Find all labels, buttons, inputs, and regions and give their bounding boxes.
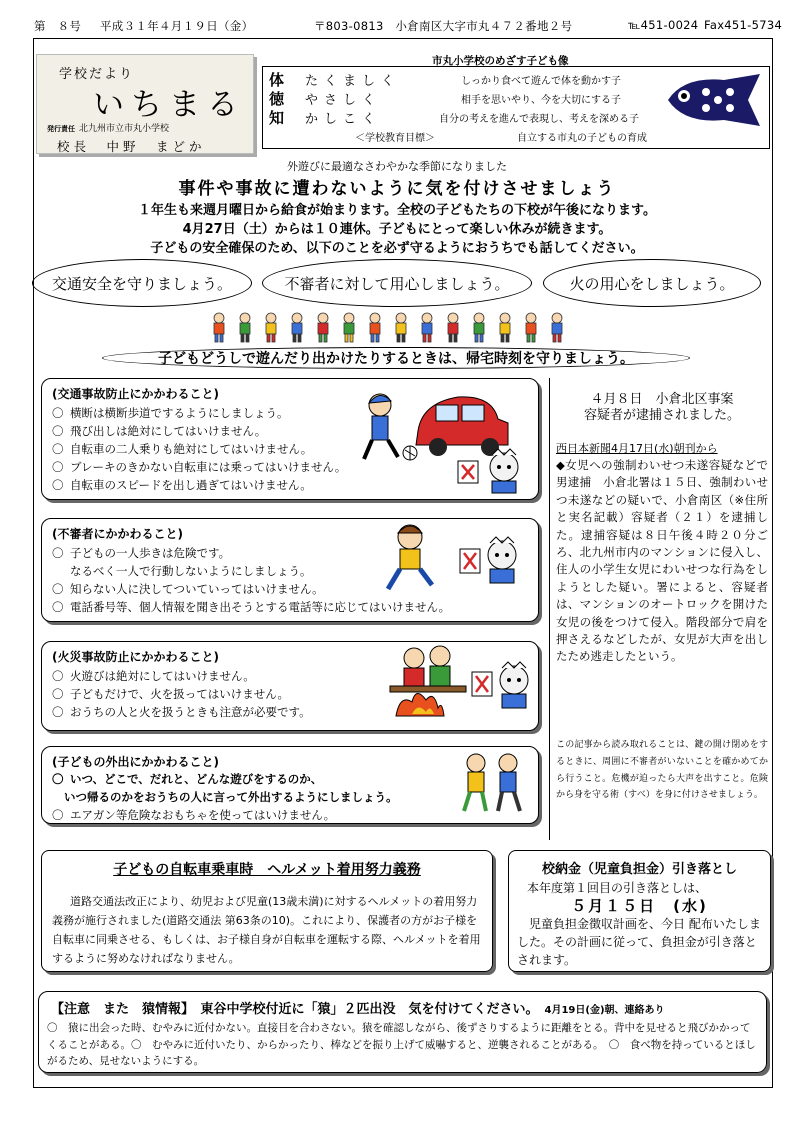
list-item: 〇 知らない人に決してついていってはいけません。 <box>52 582 324 596</box>
issuer-prefix: 発行責任 <box>47 125 75 133</box>
campfire-illustration <box>360 642 534 722</box>
fire-safety-title: (火災事故防止にかかわること) <box>52 650 219 664</box>
goal-desc: しっかり食べて遊んで体を動かす子 <box>461 76 621 87</box>
list-item: なるべく一人で行動しないようにしましょう。 <box>70 564 312 578</box>
list-item: 〇 電話番号等、個人情報を聞き出そうとする電話等に応じてはいけません。 <box>52 600 451 614</box>
news-headline: 容疑者が逮捕されました。 <box>583 408 740 423</box>
list-item: 〇 自転車の二人乗りも絶対にしてはいけません。 <box>52 442 313 456</box>
list-item: 〇 おうちの人と火を扱うときも注意が必要です。 <box>52 705 311 719</box>
school-fee-box <box>508 850 771 972</box>
slogan-stranger: 不審者に対して用心しましょう。 <box>262 259 532 307</box>
column-divider <box>549 378 550 840</box>
goal-kanji: 徳 <box>269 90 285 108</box>
fire-safety-box <box>41 641 539 731</box>
masthead-issuer <box>47 121 169 134</box>
goals-footer-right: 自立する市丸の子どもの育成 <box>517 133 647 144</box>
goal-desc: 自分の考えを進んで表現し、考えを深める子 <box>439 114 639 125</box>
running-child-illustration <box>380 519 530 597</box>
goals-footer <box>355 129 647 144</box>
news-headline: ４月８日 小倉北区事案 <box>590 392 734 407</box>
goals-title: 市丸小学校のめざす子ども像 <box>432 55 569 67</box>
list-item: いつ帰るのかをおうちの人に言って外出するようにしましょう。 <box>64 790 398 804</box>
list-item: 〇 ブレーキのきかない自転車には乗ってはいけません。 <box>52 460 347 474</box>
list-item: 〇 子どもだけで、火を扱ってはいけません。 <box>52 687 289 701</box>
list-item: 〇 エアガン等危険なおもちゃを使ってはいけません。 <box>52 808 336 822</box>
monkey-alert-date: 4月19日(金)朝、連絡あり <box>544 1005 665 1016</box>
school-fee-intro: 本年度第１回目の引き落としは、 <box>527 881 708 895</box>
masthead-label: 学校だより <box>59 67 135 82</box>
school-fee-body: 児童負担金徴収計画を、今日 配布いたしました。その計画に従って、負担金が引き落とされます。 <box>517 917 761 967</box>
outing-safety-title: (子どもの外出にかかわること) <box>52 755 219 769</box>
stranger-safety-box <box>41 518 539 622</box>
monkey-alert-body: 〇 猿に出会った時、むやみに近付かない。直接目を合わさない。猿を確認しながら、後ずさりするように距離をとる。背中を見せると飛びかかってくることがある。〇 むやみに近付いたり、からかったり、棒などを振り上げて威嚇すると、逆襲されることがある。 〇 食べ物を持っているとほしがるため、見せないようにする。 <box>47 1022 756 1067</box>
goal-word: やさしく <box>305 93 382 108</box>
children-walking-illustration <box>454 749 534 821</box>
issue-number: 第 ８号 <box>34 19 82 33</box>
helmet-notice-title: 子どもの自転車乗車時 ヘルメット着用努力義務 <box>113 862 421 878</box>
headline-sub: 外遊びに最適なさわやかな季節になりました <box>287 160 507 173</box>
monkey-alert-title: 【注意 また 猿情報】 東谷中学校付近に「猿」２匹出没 気を付けてください。 4月19日(金)朝、連絡あり <box>51 1002 665 1017</box>
goal-word: たくましく <box>305 74 401 89</box>
news-source: 西日本新聞4月17日(水)朝刊から <box>556 442 718 455</box>
children-row-illustration <box>205 311 585 345</box>
slogan-fire: 火の用心をしましょう。 <box>543 259 761 307</box>
goal-desc: 相手を思いやり、今を大切にする子 <box>461 95 621 106</box>
headline-line: １年生も来週月曜日から給食が始まります。全校の子どもたちの下校が午後になります。 <box>138 203 656 218</box>
car-accident-illustration <box>358 383 534 495</box>
issue-date: 平成３１年４月１９日（金） <box>100 19 254 33</box>
masthead-title: いちまる <box>93 87 245 123</box>
traffic-safety-box <box>41 378 539 500</box>
school-address: 〒803-0813 小倉南区大字市丸４７２番地２号 <box>314 19 573 33</box>
list-item: 〇 飛び出しは絶対にしてはいけません。 <box>52 424 267 438</box>
school-tel: ℡451-0024 <box>628 18 699 32</box>
goal-kanji: 体 <box>269 71 285 89</box>
list-item: 〇 横断は横断歩道でするようにしましょう。 <box>52 406 289 420</box>
list-item: 〇 いつ、どこで、だれと、どんな遊びをするのか、 <box>52 772 323 786</box>
traffic-safety-title: (交通事故防止にかかわること) <box>52 387 219 401</box>
issuer-name: 北九州市立市丸小学校 <box>79 124 170 134</box>
school-fee-date: ５月１５日 (水) <box>571 897 708 915</box>
headline-line: 子どもの安全確保のため、以下のことを必ず守るようにおうちでも話してください。 <box>150 241 644 256</box>
goal-kanji: 知 <box>269 109 285 127</box>
news-body: ◆女児への強制わいせつ未遂容疑などで男逮捕 小倉北署は１５日、強制わいせつ未遂などの疑いで、小倉南区（※住所と実名記載）容疑者（２１）を逮捕した。逮捕容疑は８日午後４時２０分ごろ、北九州市内のマンションに侵入し、住人の小学生女児にわいせつな行為をしようとした疑い。署によると、容疑者は、マンションのオートロックを開けた女児の後をつけて侵入。階段部分で肩を押さえるなどしたが、女児が大声を出したため逃走したという。 <box>556 458 768 664</box>
list-item: 〇 子どもの一人歩きは危険です。 <box>52 546 231 560</box>
stranger-safety-title: (不審者にかかわること) <box>52 527 183 541</box>
news-note: この記事から読み取れることは、鍵の開け閉めをするときに、周囲に不審者がいないことを確かめてから行うこと。危機が迫ったら大声を出すこと。危険から身を守る術（すべ）を身に付けさせましょう。 <box>556 740 768 801</box>
newsletter-header <box>34 18 783 36</box>
helmet-notice-body: 道路交通法改正により、幼児および児童(13歳未満)に対するヘルメットの着用努力義務が施行されました(道路交通法 第63条の10)。これにより、保護者の方がお子様を自転車に同乗させる、もしくは、お子様自身が自転車を運転する際、ヘルメットを着用するように努めなければなりません。 <box>52 895 481 965</box>
headline-line: 4月27日（土）からは１０連休。子どもにとって楽しい休みが続きます。 <box>182 222 612 237</box>
slogan-traffic: 交通安全を守りましょう。 <box>32 259 252 307</box>
list-item: 〇 火遊びは絶対にしてはいけません。 <box>52 669 255 683</box>
headline-main: 事件や事故に遭わないように気を付けさせましょう <box>178 179 616 199</box>
goals-footer-left: ＜学校教育目標＞ <box>355 133 435 144</box>
goal-word: かしこく <box>305 112 382 127</box>
helmet-notice-box <box>41 850 493 972</box>
monkey-alert-box <box>38 991 767 1073</box>
outing-safety-box <box>41 746 539 824</box>
masthead-principal: 校長 中野 まどか <box>57 139 206 154</box>
school-fax: Fax451-5734 <box>704 18 783 32</box>
list-item: 〇 自転車のスピードを出し過ぎてはいけません。 <box>52 478 312 492</box>
curfew-banner: 子どもどうしで遊んだり出かけたりするときは、帰宅時刻を守りましょう。 <box>102 347 690 369</box>
school-fee-title: 校納金（児童負担金）引き落とし <box>541 862 737 877</box>
masthead <box>36 54 254 154</box>
carp-streamer-icon <box>664 70 764 130</box>
